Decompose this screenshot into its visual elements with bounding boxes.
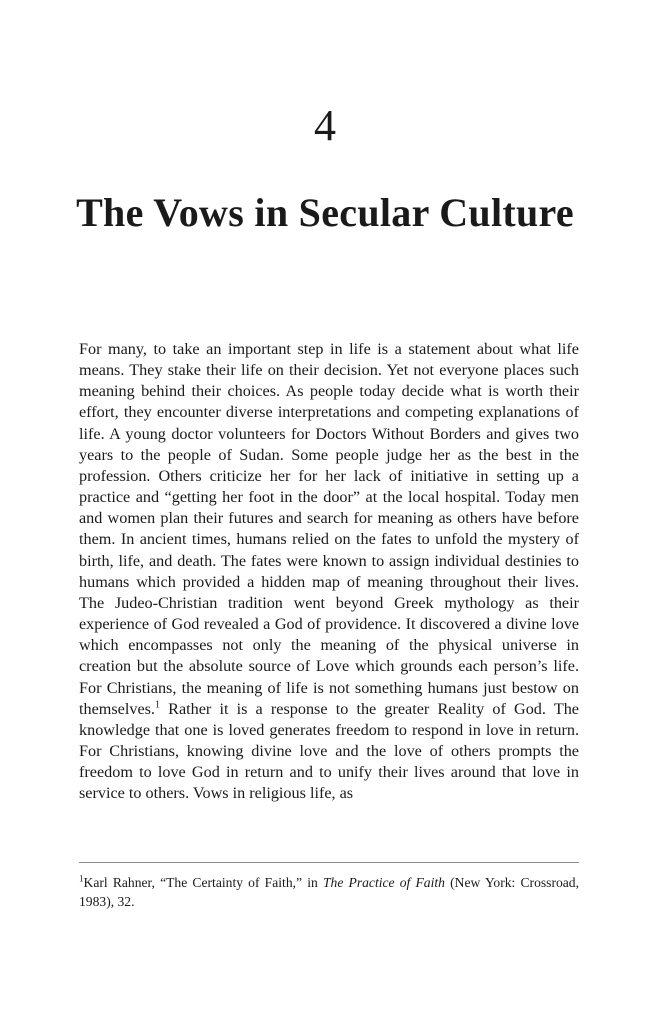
chapter-number: 4 <box>314 101 336 150</box>
body-paragraph <box>79 339 579 804</box>
body-text-part-2: Rather it is a response to the greater Reality of God. The knowledge that one is loved generates freedom to respond in love in return. For Christians, knowing divine love and the love of others prompts the freedom to love God in return and to unify their lives around that love in service to others. Vows in religious life, as <box>79 699 579 803</box>
body-text-part-1: For many, to take an important step in life is a statement about what life means. They stake their life on their decision. Yet not everyone places such meaning behind their choices. As people today decide what is worth their effort, they encounter diverse interpretations and competing explanations of life. A young doctor volunteers for Doctors Without Borders and gives two years to the people of Sudan. Some people judge her as the best in the profession. Others criticize her for her lack of initiative in setting up a practice and “getting her foot in the door” at the local hospital. Today men and women plan their futures and search for meaning as others have before them. In ancient times, humans relied on the fates to unfold the mystery of birth, life, and death. The fates were known to assign individual destinies to humans which provided a hidden map of meaning throughout their lives. The Judeo-Christian tradition went beyond Greek mythology as their experience of God revealed a God of providence. It discovered a divine love which encompasses not only the meaning of the physical universe in creation but the absolute source of Love which grounds each person’s life. For Christians, the meaning of life is not something humans just bestow on themselves. <box>79 340 579 718</box>
footnote <box>79 873 579 911</box>
footnote-divider <box>79 862 579 863</box>
footnote-text-part-2: (New York: Crossroad, 1983), 32. <box>79 875 580 909</box>
footnote-reference[interactable]: 1 <box>154 699 160 711</box>
chapter-title: The Vows in Secular Culture <box>76 190 574 235</box>
footnote-text-part-1: Karl Rahner, “The Certainty of Faith,” in <box>83 875 323 890</box>
footnote-book-title: The Practice of Faith <box>322 875 445 890</box>
footnote-number: 1 <box>79 873 84 884</box>
